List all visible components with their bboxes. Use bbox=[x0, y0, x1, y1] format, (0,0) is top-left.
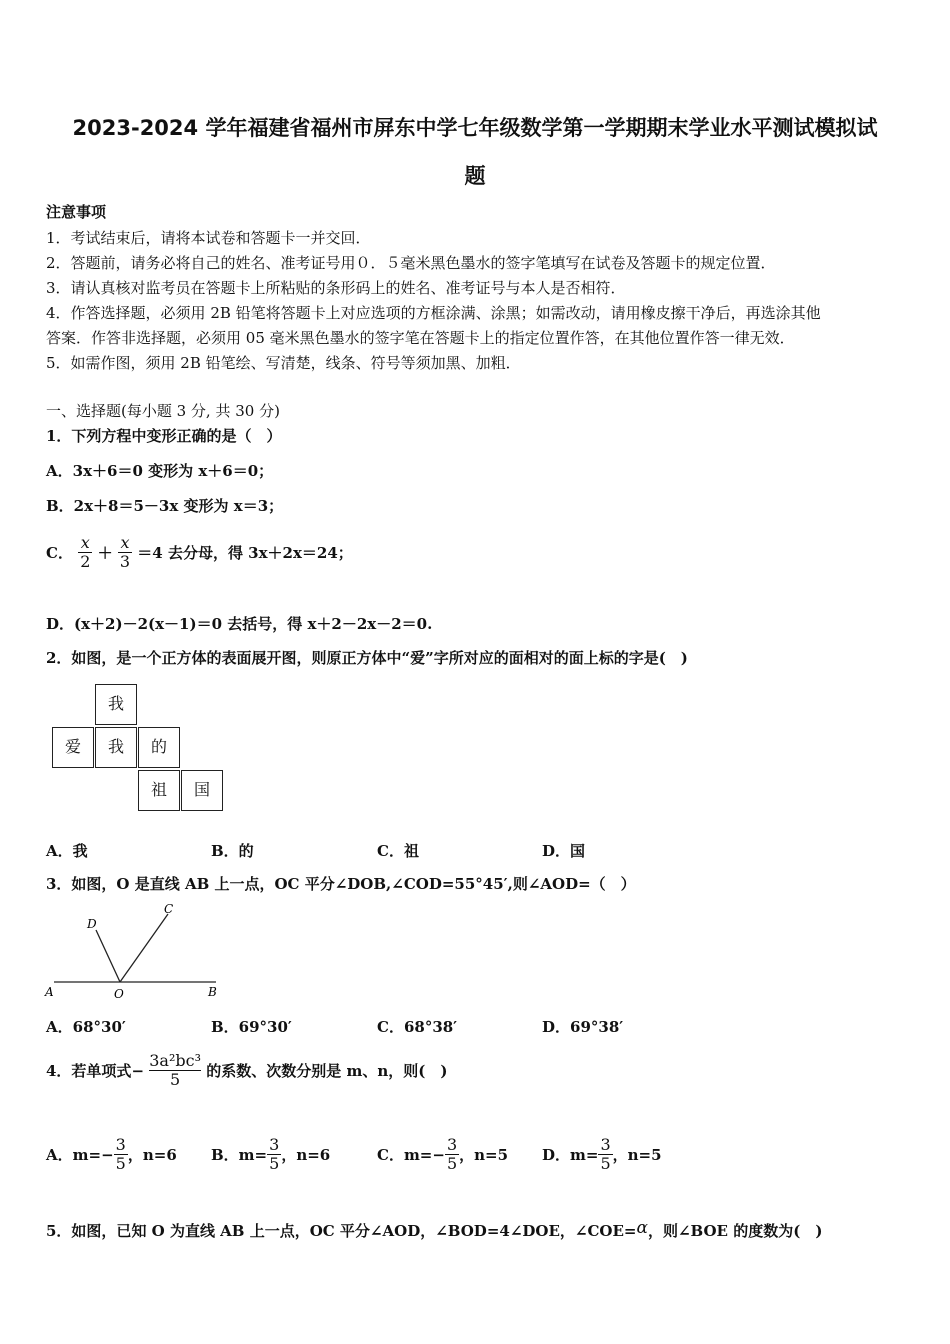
q4-option-d: D．m= $\frac{3}{5}$ ，n=5 bbox=[542, 1135, 662, 1173]
q5-stem-pre: 5．如图，已知 O 为直线 AB 上一点，OC 平分∠AOD，∠BOD=4∠DOE，∠COE= bbox=[46, 1222, 637, 1240]
page-title-line1: 2023-2024 学年福建省福州市屏东中学七年级数学第一学期期末学业水平测试模拟试 bbox=[72, 116, 878, 140]
q2-stem: 2．如图，是一个正方体的表面展开图，则原正方体中“爱”字所对应的面相对的面上标的字是( ) bbox=[46, 649, 688, 667]
q1-option-a: A．3x＋6＝0 变形为 x＋6＝0； bbox=[46, 462, 274, 480]
q1-option-d: D．(x＋2)－2(x－1)＝0 去括号，得 x＋2－2x－2＝0. bbox=[46, 615, 433, 633]
q5-alpha: α bbox=[636, 1218, 648, 1238]
q3-option-b: B．69°30′ bbox=[211, 1018, 292, 1036]
label-b: B bbox=[208, 985, 217, 999]
angle-figure bbox=[40, 900, 230, 1005]
q1-option-b: B．2x＋8＝5－3x 变形为 x＝3； bbox=[46, 497, 284, 515]
ray-od bbox=[96, 930, 120, 982]
ray-oc bbox=[120, 914, 168, 982]
q1-c-fraction-1: $\frac{x}{2}$ bbox=[80, 533, 91, 571]
net-cell-mid-right: 的 bbox=[138, 727, 180, 768]
label-c: C bbox=[164, 902, 174, 916]
q5-stem bbox=[46, 1218, 822, 1241]
net-cell-bottom-left: 祖 bbox=[138, 770, 180, 811]
q4-stem bbox=[46, 1052, 447, 1089]
q3-option-c: C．68°38′ bbox=[377, 1018, 458, 1036]
q4-option-b: B．m= $\frac{3}{5}$ ，n=6 bbox=[211, 1135, 331, 1173]
q1-c-rest: ＝4 去分母，得 3x＋2x＝24； bbox=[137, 544, 353, 562]
label-o: O bbox=[114, 987, 124, 1001]
q1-c-label: C． bbox=[46, 544, 73, 562]
net-cell-mid-left: 爱 bbox=[52, 727, 94, 768]
q4-stem-post: 的系数、次数分别是 m、n，则( ) bbox=[206, 1062, 448, 1080]
label-d: D bbox=[87, 917, 97, 931]
q1-c-plus: ＋ bbox=[97, 544, 113, 562]
net-cell-bottom-right: 国 bbox=[181, 770, 223, 811]
section-heading: 一、选择题(每小题 3 分, 共 30 分) bbox=[46, 402, 280, 420]
page-title-line2: 题 bbox=[464, 164, 486, 188]
q2-option-b: B．的 bbox=[211, 842, 254, 860]
q4-option-a: A．m=− $\frac{3}{5}$ ，n=6 bbox=[46, 1135, 177, 1173]
notice-item: 4．作答选择题，必须用 2B 铅笔将答题卡上对应选项的方框涂满、涂黑；如需改动，请用橡皮擦干净后，再选涂其他 bbox=[46, 304, 821, 322]
q3-stem: 3．如图，O 是直线 AB 上一点，OC 平分∠DOB,∠COD=55°45′,则∠AOD=（ ） bbox=[46, 875, 636, 893]
net-cell-mid-center: 我 bbox=[95, 727, 137, 768]
q4-option-c: C．m=− $\frac{3}{5}$ ，n=5 bbox=[377, 1135, 509, 1173]
notice-heading: 注意事项 bbox=[46, 203, 107, 221]
q3-option-a: A．68°30′ bbox=[46, 1018, 126, 1036]
net-cell-top: 我 bbox=[95, 684, 137, 725]
q1-stem: 1．下列方程中变形正确的是（ ） bbox=[46, 427, 282, 445]
q3-option-d: D．69°38′ bbox=[542, 1018, 624, 1036]
q5-stem-post: ，则∠BOE 的度数为( ) bbox=[647, 1222, 823, 1240]
notice-item: 答案．作答非选择题，必须用 05 毫米黑色墨水的签字笔在答题卡上的指定位置作答，在其他位置作答一律无效． bbox=[46, 329, 795, 347]
q2-option-c: C．祖 bbox=[377, 842, 419, 860]
notice-item: 3．请认真核对监考员在答题卡上所粘贴的条形码上的姓名、准考证号与本人是否相符． bbox=[46, 279, 626, 297]
notice-item: 1．考试结束后，请将本试卷和答题卡一并交回． bbox=[46, 229, 371, 247]
q1-option-c bbox=[46, 534, 353, 571]
q2-option-d: D．国 bbox=[542, 842, 586, 860]
label-a: A bbox=[45, 985, 54, 999]
q4-stem-pre: 4．若单项式− bbox=[46, 1062, 145, 1080]
notice-item: 2．答题前，请务必将自己的姓名、准考证号用０．５毫米黑色墨水的签字笔填写在试卷及答题卡的规定位置． bbox=[46, 254, 776, 272]
q1-c-fraction-2: $\frac{x}{3}$ bbox=[119, 533, 131, 571]
notice-item: 5．如需作图，须用 2B 铅笔绘、写清楚，线条、符号等须加黑、加粗． bbox=[46, 354, 521, 372]
q4-fraction: $\frac{\text{3a²bc³}}{5}$ bbox=[149, 1051, 201, 1089]
q2-option-a: A．我 bbox=[46, 842, 88, 860]
